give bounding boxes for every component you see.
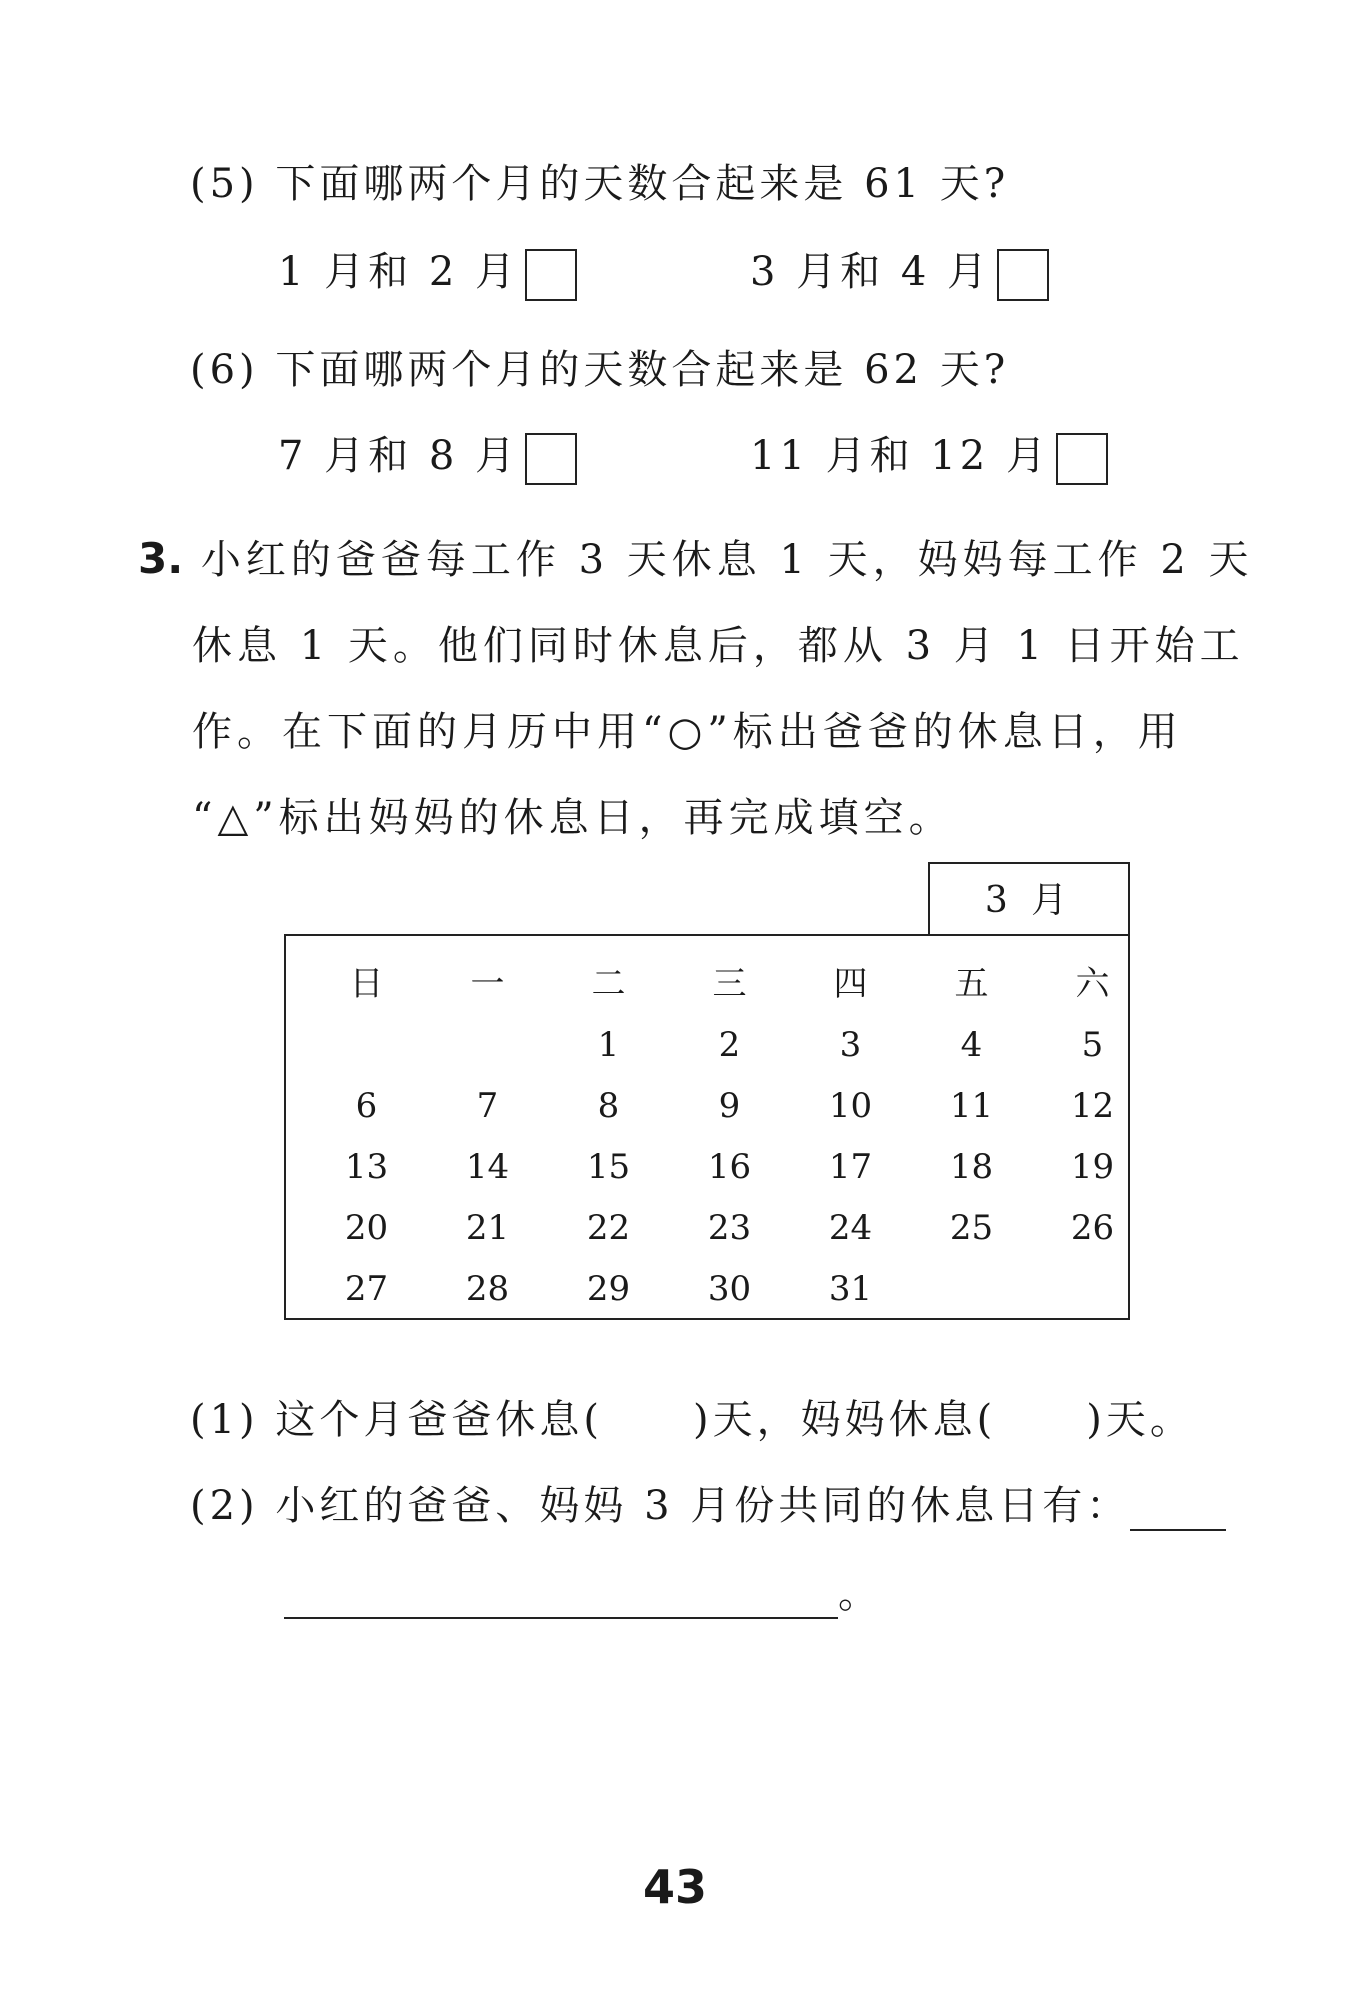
question-3-text: 小红的爸爸每工作 3 天休息 1 天，妈妈每工作 2 天 (200, 537, 1254, 583)
calendar-day[interactable]: 30 (707, 1269, 752, 1309)
calendar-empty-cell (427, 1025, 548, 1086)
calendar-day[interactable]: 29 (586, 1269, 631, 1309)
calendar-day[interactable]: 25 (949, 1208, 994, 1248)
question-6-option-a (278, 424, 577, 485)
option-label: 1 月和 2 月 (278, 249, 520, 295)
calendar-day[interactable]: 9 (718, 1086, 741, 1126)
calendar-day[interactable]: 1 (597, 1025, 620, 1065)
sub-question-2-label: (2) (190, 1483, 259, 1529)
calendar-weekday: 二 (591, 964, 626, 1004)
sub-question-1 (190, 1388, 1194, 1445)
calendar-day[interactable]: 13 (344, 1147, 389, 1187)
calendar-day[interactable]: 16 (707, 1147, 752, 1187)
calendar-day[interactable]: 15 (586, 1147, 631, 1187)
question-5-label: (5) (190, 161, 259, 207)
sub-question-1-text-a: 这个月爸爸休息( (275, 1397, 603, 1443)
calendar-day[interactable]: 22 (586, 1208, 631, 1248)
calendar-day[interactable]: 24 (828, 1208, 873, 1248)
sub-question-2-continuation (284, 1562, 882, 1619)
calendar-day[interactable]: 12 (1070, 1086, 1115, 1126)
calendar-day[interactable]: 2 (718, 1025, 741, 1065)
calendar-empty-cell (1032, 1269, 1153, 1330)
common-rest-days-blank-line-2[interactable] (284, 1571, 838, 1619)
calendar-weekday: 一 (470, 964, 505, 1004)
question-6-label: (6) (190, 347, 259, 393)
question-5-option-b (750, 240, 1049, 301)
answer-checkbox[interactable] (1056, 433, 1108, 485)
option-label: 11 月和 12 月 (750, 433, 1050, 479)
calendar-day[interactable]: 21 (465, 1208, 510, 1248)
calendar-weekday: 五 (954, 964, 989, 1004)
question-5-text: 下面哪两个月的天数合起来是 61 天? (275, 161, 1010, 207)
question-5-option-a (278, 240, 577, 301)
calendar-day[interactable]: 7 (476, 1086, 499, 1126)
calendar-day[interactable]: 17 (828, 1147, 873, 1187)
option-label: 7 月和 8 月 (278, 433, 520, 479)
calendar-weekday: 六 (1075, 964, 1110, 1004)
calendar-day[interactable]: 5 (1081, 1025, 1104, 1065)
question-5 (190, 152, 1009, 209)
calendar-day[interactable]: 18 (949, 1147, 994, 1187)
question-3-line-4: “△”标出妈妈的休息日，再完成填空。 (192, 795, 954, 841)
question-3-line-3: 作。在下面的月历中用“○”标出爸爸的休息日，用 (192, 709, 1183, 755)
calendar-weekday: 三 (712, 964, 747, 1004)
answer-checkbox[interactable] (525, 249, 577, 301)
calendar-weekday: 四 (833, 964, 868, 1004)
calendar-month-title: 3 月 (928, 862, 1130, 935)
calendar-day[interactable]: 14 (465, 1147, 510, 1187)
answer-checkbox[interactable] (525, 433, 577, 485)
question-3-line-1 (138, 528, 1254, 585)
sub-question-2 (190, 1474, 1226, 1531)
question-6-text: 下面哪两个月的天数合起来是 62 天? (275, 347, 1010, 393)
calendar-day[interactable]: 27 (344, 1269, 389, 1309)
calendar (284, 934, 1130, 1320)
sub-question-1-text-b: )天，妈妈休息( (693, 1397, 997, 1443)
calendar-day[interactable]: 6 (355, 1086, 378, 1126)
calendar-day[interactable]: 19 (1070, 1147, 1115, 1187)
calendar-day[interactable]: 28 (465, 1269, 510, 1309)
calendar-day[interactable]: 31 (828, 1269, 873, 1309)
calendar-day[interactable]: 26 (1070, 1208, 1115, 1248)
common-rest-days-blank[interactable] (1130, 1483, 1226, 1531)
calendar-day[interactable]: 4 (960, 1025, 983, 1065)
calendar-day[interactable]: 10 (828, 1086, 873, 1126)
calendar-day[interactable]: 3 (839, 1025, 862, 1065)
question-3-number: 3. (138, 534, 184, 583)
option-label: 3 月和 4 月 (750, 249, 992, 295)
question-3-line-2: 休息 1 天。他们同时休息后，都从 3 月 1 日开始工 (192, 623, 1245, 669)
calendar-day[interactable]: 8 (597, 1086, 620, 1126)
question-6 (190, 338, 1009, 395)
sub-question-2-text: 小红的爸爸、妈妈 3 月份共同的休息日有： (275, 1483, 1131, 1529)
sub-question-1-label: (1) (190, 1397, 259, 1443)
calendar-day[interactable]: 11 (949, 1086, 994, 1126)
answer-checkbox[interactable] (997, 249, 1049, 301)
sub-question-1-text-c: )天。 (1086, 1397, 1194, 1443)
calendar-grid (306, 964, 1152, 1330)
calendar-day[interactable]: 23 (707, 1208, 752, 1248)
calendar-day[interactable]: 20 (344, 1208, 389, 1248)
calendar-empty-cell (306, 1025, 427, 1086)
question-6-option-b (750, 424, 1108, 485)
sub-question-2-end: 。 (838, 1571, 882, 1617)
calendar-weekday: 日 (349, 964, 384, 1004)
calendar-empty-cell (911, 1269, 1032, 1330)
page-number: 43 (642, 1860, 707, 1914)
